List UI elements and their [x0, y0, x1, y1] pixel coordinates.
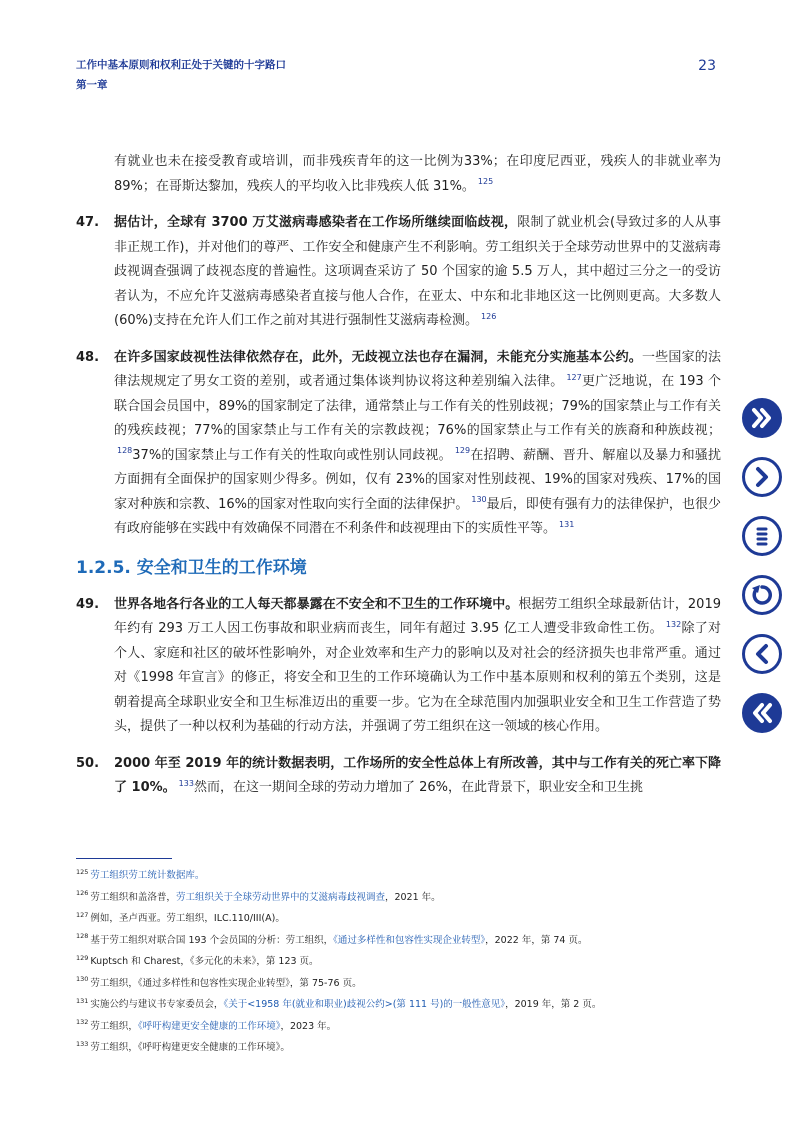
footnote-link[interactable]: 《通过多样性和包容性实现企业转型》 [333, 934, 486, 946]
return-arrow-icon [749, 582, 775, 608]
next-page-button[interactable] [742, 457, 782, 497]
footnote-ref[interactable]: 125 [477, 177, 494, 187]
page-navigation [742, 398, 788, 752]
paragraph-text: 限制了就业机会(导致过多的人从事非正规工作)，并对他们的尊严、工作安全和健康产生不利影响。劳工组织关于全球劳动世界中的艾滋病毒歧视调查强调了歧视态度的普遍性。这项调查采访了 50 个国家的逾 5.5 万人，其中超过三分之一的受访者认为，不应允许艾滋病毒感染者直接与他人合作，在亚太、中东和北非地区这一比例则更高。大多数人(60%)支持在允许人们工作之前对其进行强制性艾滋病毒检测。 [114, 215, 721, 328]
footnote-number: 129 [76, 953, 89, 962]
numbered-paragraph [76, 346, 721, 542]
paragraph-number: 50. [76, 755, 100, 771]
paragraph-text: 37%的国家禁止与工作有关的性取向或性别认同歧视。 [132, 447, 452, 463]
table-of-contents-button[interactable] [742, 516, 782, 556]
footnote-number: 126 [76, 889, 89, 898]
numbered-paragraph [76, 593, 721, 740]
footnote-link[interactable]: 劳工组织劳工统计数据库。 [90, 870, 205, 881]
footnote-item [76, 1037, 721, 1059]
footnote-text: ，2023 年。 [280, 1020, 337, 1032]
footnote-number: 133 [76, 1039, 89, 1048]
double-chevron-left-icon [749, 700, 775, 726]
footnote-ref[interactable]: 129 [454, 446, 471, 456]
paragraph-number: 48. [76, 349, 100, 365]
numbered-paragraph [76, 752, 721, 801]
paragraph-text: 根据劳工组织全球最新估计，2019 年约有 293 万工人因工伤事故和职业病而丧生，同年有超过 3.95 亿工人遭受非致命性工伤。 [114, 596, 721, 636]
footnote-item [76, 1016, 721, 1038]
chapter-label: 第一章 [76, 79, 108, 91]
page-number: 23 [698, 58, 716, 74]
footnote-item [76, 951, 721, 973]
footnote-text: 劳工组织， [90, 1020, 138, 1032]
paragraph-lead: 2000 年至 2019 年的统计数据表明，工作场所的安全性总体上有所改善，其中与工作有关的死亡率下降了 10%。 [114, 755, 721, 795]
footnote-text: 劳工组织和盖洛普， [90, 891, 176, 903]
footnote-item [76, 973, 721, 995]
footnote-link[interactable]: 《呼吁构建更安全健康的工作环境》 [137, 1020, 281, 1032]
footnote-number: 131 [76, 996, 89, 1005]
double-chevron-right-icon [749, 405, 775, 431]
footnote-text: Kuptsch 和 Charest，《多元化的未来》，第 123 页。 [90, 956, 319, 967]
first-page-button[interactable] [742, 693, 782, 733]
paragraph-text: 一些国家的法律法规规定了男女工资的差别，或者通过集体谈判协议将这种差别编入法律。 [114, 349, 721, 389]
footnote-number: 128 [76, 932, 89, 941]
main-content [76, 150, 721, 801]
footnote-number: 130 [76, 975, 89, 984]
footnote-text: 实施公约与建议书专家委员会， [90, 999, 224, 1010]
paragraph-number: 49. [76, 596, 100, 612]
footnote-number: 132 [76, 1018, 89, 1027]
footnote-item [76, 865, 721, 887]
section-heading: 1.2.5. 安全和卫生的工作环境 [76, 557, 307, 578]
footnotes [76, 858, 721, 1059]
paragraph-lead: 据估计，全球有 3700 万艾滋病毒感染者在工作场所继续面临歧视， [114, 215, 518, 230]
paragraph-text: 最后，即使有强有力的法律保护，也很少有政府能够在实践中有效确保不同潜在不利条件和歧视理由下的实质性平等。 [114, 496, 721, 536]
footnote-divider [76, 858, 172, 859]
page-header [76, 58, 716, 92]
footnote-number: 125 [76, 867, 89, 876]
footnote-ref[interactable]: 133 [178, 778, 194, 788]
back-button[interactable] [742, 575, 782, 615]
footnote-text: ，2019 年，第 2 页。 [505, 999, 602, 1010]
previous-page-button[interactable] [742, 634, 782, 674]
numbered-paragraph [76, 211, 721, 334]
footnote-text: ，2022 年，第 74 页。 [485, 934, 588, 946]
footnote-item [76, 994, 721, 1016]
footnote-item [76, 887, 721, 909]
footnote-item [76, 908, 721, 930]
footnote-item [76, 930, 721, 952]
footnote-ref[interactable]: 127 [566, 372, 582, 382]
chevron-left-icon [749, 641, 775, 667]
intro-continuation: 有就业也未在接受教育或培训，而非残疾青年的这一比例为33%；在印度尼西亚，残疾人的非就业率为 89%；在哥斯达黎加，残疾人的平均收入比非残疾人低 31%。 $^{125}$ [114, 154, 721, 194]
footnote-text: 基于劳工组织对联合国 193 个会员国的分析：劳工组织， [90, 934, 334, 946]
paragraph-text: 除了对个人、家庭和社区的破坏性影响外，对企业效率和生产力的影响以及对社会的经济损失也非常严重。通过对《1998 年宣言》的修正，将安全和卫生的工作环境确认为工作中基本原则和权利的第五个类别，这是朝着提高全球职业安全和卫生标准迈出的重要一步。它为在全球范围内加强职业安全和卫生工作营造了势头，提供了一种以权利为基础的行动方法，并强调了劳工组织在这一领域的核心作用。 [114, 621, 721, 734]
paragraph-text: 在招聘、薪酬、晋升、解雇以及暴力和骚扰方面拥有全面保护的国家则少得多。例如，仅有 23%的国家对性别歧视、19%的国家对残疾、17%的国家对种族和宗教、16%的国家对性取向实行全面的法律保护。 [114, 447, 721, 512]
footnote-link[interactable]: 《关于<1958 年(就业和职业)歧视公约>(第 111 号)的一般性意见》 [223, 999, 506, 1010]
footnote-ref[interactable]: 130 [471, 495, 487, 505]
footnote-text: 劳工组织，《通过多样性和包容性实现企业转型》，第 75-76 页。 [90, 977, 362, 989]
last-page-button[interactable] [742, 398, 782, 438]
footnote-link[interactable]: 劳工组织关于全球劳动世界中的艾滋病毒歧视调查 [175, 891, 385, 903]
document-title: 工作中基本原则和权利正处于关键的十字路口 [76, 59, 286, 71]
paragraph-lead: 在许多国家歧视性法律依然存在，此外，无歧视立法也存在漏洞，未能充分实施基本公约。 [114, 349, 642, 365]
paragraph-text: 然而，在这一期间全球的劳动力增加了 26%，在此背景下，职业安全和卫生挑 [193, 780, 643, 795]
chevron-right-icon [749, 464, 775, 490]
footnote-text: 劳工组织，《呼吁构建更安全健康的工作环境》。 [90, 1042, 290, 1053]
footnote-number: 127 [76, 910, 89, 919]
paragraph-number: 47. [76, 215, 100, 230]
paragraph-text: 更广泛地说，在 193 个联合国会员国中，89%的国家制定了法律，通常禁止与工作有关的性别歧视；79%的国家禁止与工作有关的残疾歧视；77%的国家禁止与工作有关的宗教歧视；76%的国家禁止与工作有关的族裔和种族歧视； [114, 374, 721, 438]
footnote-text: 例如，圣卢西亚。劳工组织，ILC.110/III(A)。 [90, 913, 285, 924]
footnote-ref[interactable]: 131 [559, 519, 575, 529]
footnote-ref[interactable]: 126 [481, 311, 497, 321]
footnote-text: ，2021 年。 [384, 891, 441, 903]
list-icon [749, 523, 775, 549]
footnote-ref[interactable]: 128 [117, 446, 133, 456]
footnote-ref[interactable]: 132 [665, 619, 682, 629]
paragraph-lead: 世界各地各行各业的工人每天都暴露在不安全和不卫生的工作环境中。 [114, 596, 519, 612]
